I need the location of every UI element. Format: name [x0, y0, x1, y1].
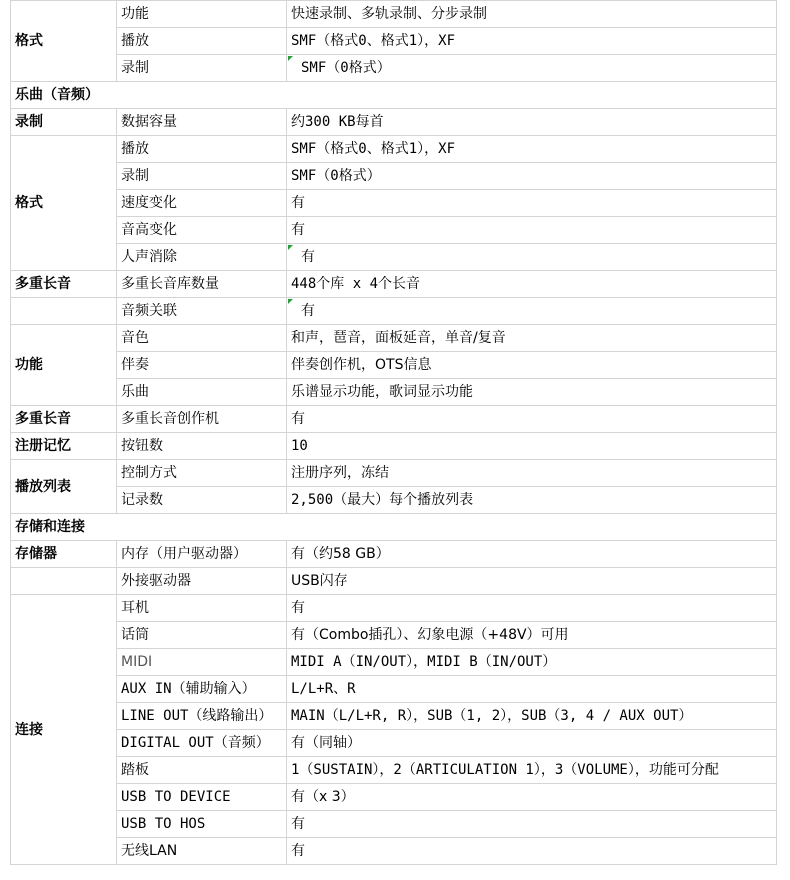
spec-value: 有 — [287, 190, 777, 217]
spec-key: 记录数 — [117, 487, 287, 514]
spec-value-text: 有 — [301, 303, 315, 319]
section-header: 存储和连接 — [11, 514, 777, 541]
category-cell: 播放列表 — [11, 460, 117, 514]
category-cell: 录制 — [11, 109, 117, 136]
spec-key: 多重长音创作机 — [117, 406, 287, 433]
table-row — [11, 55, 777, 82]
spec-value: 快速录制、多轨录制、分步录制 — [287, 1, 777, 28]
table-row — [11, 784, 777, 811]
spec-key: 控制方式 — [117, 460, 287, 487]
spec-table — [10, 0, 777, 865]
table-row — [11, 487, 777, 514]
spec-value: MAIN（L/L+R, R），SUB（1, 2），SUB（3, 4 / AUX OUT） — [287, 703, 777, 730]
table-row — [11, 271, 777, 298]
spec-value: 和声，琶音，面板延音，单音/复音 — [287, 325, 777, 352]
table-row — [11, 595, 777, 622]
table-row — [11, 568, 777, 595]
spec-key: 踏板 — [117, 757, 287, 784]
spec-value — [287, 244, 777, 271]
table-row — [11, 676, 777, 703]
spec-value: 2,500（最大）每个播放列表 — [287, 487, 777, 514]
spec-value: 10 — [287, 433, 777, 460]
spec-key: 内存（用户驱动器） — [117, 541, 287, 568]
table-row — [11, 1, 777, 28]
spec-key: 乐曲 — [117, 379, 287, 406]
table-row — [11, 379, 777, 406]
spec-value — [287, 55, 777, 82]
spec-value: 有 — [287, 217, 777, 244]
category-cell-empty — [11, 298, 117, 325]
spec-value: 有 — [287, 838, 777, 865]
spec-value: 448个库 x 4个长音 — [287, 271, 777, 298]
table-row — [11, 352, 777, 379]
table-row — [11, 433, 777, 460]
spec-key: USB TO HOS — [117, 811, 287, 838]
spec-value: USB闪存 — [287, 568, 777, 595]
spec-value: 有（同轴） — [287, 730, 777, 757]
table-row — [11, 325, 777, 352]
spec-key: MIDI — [117, 649, 287, 676]
spec-value-text: SMF（0格式） — [301, 60, 391, 76]
spec-key: 外接驱动器 — [117, 568, 287, 595]
table-row — [11, 217, 777, 244]
spec-key: 按钮数 — [117, 433, 287, 460]
spec-value: 1（SUSTAIN），2（ARTICULATION 1），3（VOLUME），功能可分配 — [287, 757, 777, 784]
spec-key: 音色 — [117, 325, 287, 352]
spec-key: USB TO DEVICE — [117, 784, 287, 811]
spec-value: 有 — [287, 811, 777, 838]
spec-value: 有（x 3） — [287, 784, 777, 811]
spec-value-text: 有 — [301, 249, 315, 265]
spec-key: 播放 — [117, 28, 287, 55]
section-row — [11, 82, 777, 109]
spec-key: 多重长音库数量 — [117, 271, 287, 298]
category-cell: 存储器 — [11, 541, 117, 568]
bottom-margin — [10, 862, 776, 880]
spec-value: 有（Combo插孔）、幻象电源（+48V）可用 — [287, 622, 777, 649]
table-row — [11, 298, 777, 325]
table-row — [11, 730, 777, 757]
spec-key: 人声消除 — [117, 244, 287, 271]
table-row — [11, 28, 777, 55]
category-cell-empty — [11, 568, 117, 595]
spec-value: L/L+R、R — [287, 676, 777, 703]
spec-key: 数据容量 — [117, 109, 287, 136]
spec-value: 注册序列，冻结 — [287, 460, 777, 487]
table-row — [11, 163, 777, 190]
table-row — [11, 136, 777, 163]
spec-key: 音频关联 — [117, 298, 287, 325]
spec-key: 无线LAN — [117, 838, 287, 865]
spec-key: 播放 — [117, 136, 287, 163]
table-row — [11, 622, 777, 649]
spec-value: SMF（格式0、格式1），XF — [287, 28, 777, 55]
table-row — [11, 244, 777, 271]
category-cell: 功能 — [11, 325, 117, 406]
spec-key: 耳机 — [117, 595, 287, 622]
section-row — [11, 514, 777, 541]
spec-value: 乐谱显示功能，歌词显示功能 — [287, 379, 777, 406]
category-cell: 多重长音 — [11, 406, 117, 433]
spec-key: 速度变化 — [117, 190, 287, 217]
spec-value: SMF（格式0、格式1），XF — [287, 136, 777, 163]
table-row — [11, 109, 777, 136]
table-row — [11, 757, 777, 784]
table-row — [11, 838, 777, 865]
spec-value: 有 — [287, 406, 777, 433]
spec-key: 伴奏 — [117, 352, 287, 379]
spec-key: AUX IN（辅助输入） — [117, 676, 287, 703]
section-header: 乐曲（音频） — [11, 82, 777, 109]
spec-key: LINE OUT（线路输出） — [117, 703, 287, 730]
category-cell: 注册记忆 — [11, 433, 117, 460]
spec-key: 录制 — [117, 55, 287, 82]
spec-value — [287, 298, 777, 325]
category-cell: 连接 — [11, 595, 117, 865]
spec-key: 音高变化 — [117, 217, 287, 244]
category-cell: 多重长音 — [11, 271, 117, 298]
spec-value: 伴奏创作机，OTS信息 — [287, 352, 777, 379]
table-row — [11, 703, 777, 730]
table-row — [11, 811, 777, 838]
table-row — [11, 649, 777, 676]
spec-value: SMF（0格式） — [287, 163, 777, 190]
spec-key: DIGITAL OUT（音频） — [117, 730, 287, 757]
table-row — [11, 406, 777, 433]
spec-value: 有 — [287, 595, 777, 622]
spec-key: 话筒 — [117, 622, 287, 649]
category-cell: 格式 — [11, 136, 117, 271]
table-row — [11, 460, 777, 487]
spec-value: 有（约58 GB） — [287, 541, 777, 568]
spec-key: 录制 — [117, 163, 287, 190]
category-cell: 格式 — [11, 1, 117, 82]
table-row — [11, 541, 777, 568]
spec-value: 约300 KB每首 — [287, 109, 777, 136]
table-row — [11, 190, 777, 217]
spec-value: MIDI A（IN/OUT），MIDI B（IN/OUT） — [287, 649, 777, 676]
spec-key: 功能 — [117, 1, 287, 28]
